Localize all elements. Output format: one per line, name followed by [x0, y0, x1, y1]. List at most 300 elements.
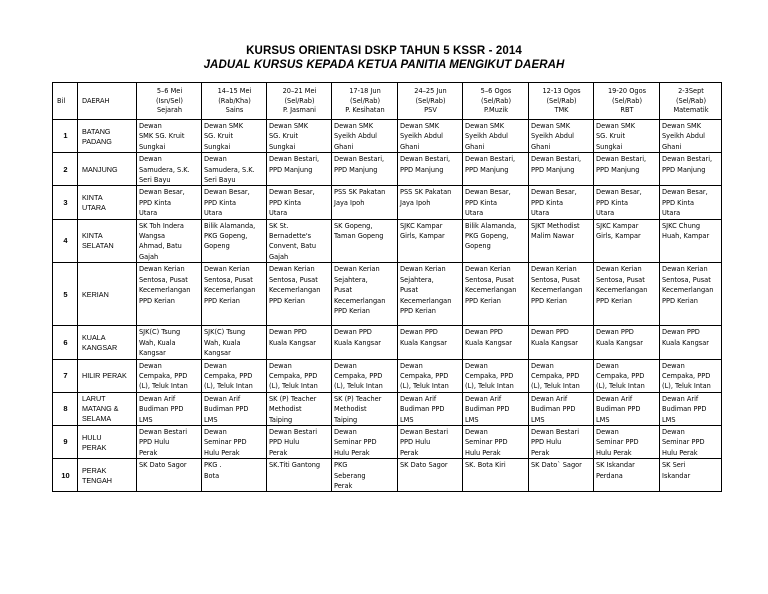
venue-line: Methodist — [334, 405, 367, 414]
venue-line: (L), Teluk Intan — [269, 382, 318, 391]
venue-cell — [463, 120, 529, 153]
venue-cell — [398, 425, 463, 458]
venue-line: SK Dato Sagor — [400, 461, 448, 470]
venue-line: Budiman PPD — [662, 405, 707, 414]
venue-cell — [202, 186, 267, 219]
venue-line: Kecemerlangan — [465, 286, 517, 295]
venue-line: (L), Teluk Intan — [662, 382, 711, 391]
venue-line: Cempaka, PPD — [400, 371, 449, 380]
venue-line: SK. Bota Kiri — [465, 461, 506, 470]
venue-line: LMS — [204, 415, 218, 424]
venue-line: Dewan Besar, — [269, 188, 315, 197]
venue-line: PSS SK Pakatan — [334, 188, 386, 197]
venue-line: Dewan — [465, 361, 488, 370]
table-row — [53, 392, 722, 425]
row-number: 1 — [53, 120, 78, 153]
venue-line: SK Dato` Sagor — [531, 461, 582, 470]
header-course-line: (Sel/Rab) — [349, 96, 381, 105]
venue-cell — [660, 392, 722, 425]
venue-line: Sungkai — [596, 142, 623, 151]
venue-line: Hulu Perak — [596, 448, 632, 457]
venue-cell — [660, 219, 722, 263]
venue-cell — [529, 359, 594, 392]
venue-line: SK Dato Sagor — [139, 461, 187, 470]
header-course-line: (Sel/Rab) — [546, 96, 577, 105]
venue-cell — [463, 392, 529, 425]
venue-cell — [202, 326, 267, 359]
venue-line: Dewan Arif — [531, 394, 568, 403]
venue-line: Perak — [269, 448, 288, 457]
venue-cell — [660, 425, 722, 458]
venue-cell — [463, 326, 529, 359]
district-line: PADANG — [82, 136, 112, 146]
venue-cell — [660, 263, 722, 326]
venue-line: PPD Kerian — [269, 296, 305, 305]
venue-cell — [202, 392, 267, 425]
venue-cell — [529, 326, 594, 359]
table-row — [53, 359, 722, 392]
header-course-line: 5–6 Ogos — [480, 87, 512, 96]
venue-line: Dewan Besar, — [465, 188, 511, 197]
venue-line: Iskandar — [662, 471, 691, 480]
row-number: 9 — [53, 425, 78, 458]
venue-cell — [137, 326, 202, 359]
venue-cell — [137, 120, 202, 153]
venue-line: Sentosa, Pusat — [204, 275, 253, 284]
venue-line: Dewan — [400, 361, 423, 370]
venue-line: Syeikh Abdul — [662, 132, 705, 141]
venue-cell — [267, 326, 332, 359]
venue-line: Bota — [204, 471, 220, 480]
venue-line: SMK SG. Kruit — [139, 132, 185, 141]
table-row — [53, 459, 722, 492]
venue-line: SK Toh Indera — [139, 221, 184, 230]
venue-cell — [332, 120, 398, 153]
district-line: LARUT — [82, 394, 106, 404]
header-course-line: P.Muzik — [483, 106, 509, 115]
venue-line: Kecemerlangan — [400, 296, 452, 305]
venue-line: Dewan — [139, 122, 162, 130]
venue-cell — [332, 186, 398, 219]
venue-line: Seminar PPD — [204, 438, 247, 447]
header-course-1 — [137, 83, 202, 120]
venue-line: Kuala Kangsar — [596, 338, 643, 347]
header-course-4 — [332, 83, 398, 120]
venue-line: Dewan — [204, 361, 227, 370]
venue-cell — [529, 120, 594, 153]
table-body — [53, 120, 722, 492]
venue-cell — [137, 263, 202, 326]
venue-cell — [202, 459, 267, 492]
venue-line: Hulu Perak — [204, 448, 240, 457]
venue-line: SJK(C) Tsung — [139, 328, 181, 337]
venue-line: Dewan Arif — [400, 394, 437, 403]
row-number: 6 — [53, 326, 78, 359]
venue-line: Kangsar — [139, 349, 166, 358]
venue-cell — [594, 359, 660, 392]
venue-line: Dewan Kerian — [204, 265, 250, 274]
district-name — [78, 186, 137, 219]
venue-line: SK Gopeng, — [334, 221, 373, 230]
venue-line: SJKC Kampar — [596, 221, 639, 230]
venue-line: PPD Kerian — [139, 296, 175, 305]
header-course-line: Sains — [225, 106, 244, 115]
venue-line: PPD Kerian — [596, 296, 632, 305]
venue-cell — [332, 219, 398, 263]
venue-cell — [137, 186, 202, 219]
district-line: TENGAH — [82, 475, 112, 485]
venue-line: Dewan SMK — [334, 122, 374, 130]
venue-line: Ghani — [465, 142, 485, 151]
venue-cell — [202, 153, 267, 186]
venue-cell — [137, 425, 202, 458]
venue-line: Kuala Kangsar — [334, 338, 381, 347]
venue-line: PPD Manjung — [400, 165, 444, 174]
venue-line: Budiman PPD — [139, 405, 184, 414]
venue-line: Dewan Arif — [596, 394, 633, 403]
venue-line: Dewan Bestari, — [269, 155, 320, 164]
venue-cell — [137, 153, 202, 186]
venue-line: Cempaka, PPD — [465, 371, 514, 380]
header-course-line: 5–6 Mei — [156, 87, 183, 96]
venue-line: LMS — [139, 415, 153, 424]
district-line: PERAK — [82, 442, 107, 452]
venue-cell — [202, 359, 267, 392]
header-course-8 — [594, 83, 660, 120]
venue-line: Dewan Bestari — [269, 427, 318, 436]
header-course-line: 2-3Sept — [678, 87, 704, 96]
venue-line: Dewan PPD — [334, 328, 372, 337]
venue-line: Cempaka, PPD — [662, 371, 711, 380]
venue-cell — [529, 459, 594, 492]
venue-cell — [594, 120, 660, 153]
venue-line: PPD Hulu — [139, 438, 170, 447]
row-number: 2 — [53, 153, 78, 186]
header-course-9 — [660, 83, 722, 120]
venue-line: SK (P) Teacher — [269, 394, 317, 403]
venue-cell — [398, 153, 463, 186]
venue-line: Utara — [204, 209, 223, 218]
venue-line: SK.Titi Gantong — [269, 461, 321, 470]
venue-line: Budiman PPD — [204, 405, 249, 414]
venue-line: LMS — [400, 415, 414, 424]
venue-line: PPD Hulu — [531, 438, 562, 447]
venue-line: Dewan Bestari — [139, 427, 188, 436]
header-course-line: (Sel/Rab) — [480, 96, 512, 105]
venue-line: SJKT Methodist — [531, 221, 580, 230]
venue-line: Dewan Bestari, — [662, 155, 713, 164]
venue-line: LMS — [531, 415, 545, 424]
venue-line: Kecemerlangan — [139, 286, 191, 295]
venue-line: Dewan Arif — [662, 394, 699, 403]
venue-line: (L), Teluk Intan — [465, 382, 514, 391]
venue-line: Syeikh Abdul — [334, 132, 377, 141]
venue-cell — [463, 359, 529, 392]
venue-cell — [137, 219, 202, 263]
venue-line: Dewan — [334, 361, 357, 370]
venue-line: Dewan — [596, 361, 619, 370]
venue-line: Dewan SMK — [531, 122, 571, 130]
venue-line: Jaya Ipoh — [400, 198, 431, 207]
venue-line: Cempaka, PPD — [204, 371, 253, 380]
venue-line: Perak — [334, 481, 353, 490]
venue-line: Kuala Kangsar — [531, 338, 578, 347]
venue-line: Kuala Kangsar — [400, 338, 447, 347]
header-course-line: 17-18 Jun — [349, 87, 381, 96]
district-line: PERAK — [82, 465, 107, 475]
venue-line: Syeikh Abdul — [465, 132, 508, 141]
district-name — [78, 459, 137, 492]
venue-line: PPD Kerian — [204, 296, 240, 305]
venue-cell — [137, 459, 202, 492]
header-course-line: (Isn/Sel) — [156, 96, 183, 105]
venue-line: Dewan — [139, 361, 162, 370]
venue-line: Budiman PPD — [596, 405, 641, 414]
header-course-line: (Rab/Kha) — [218, 96, 251, 105]
venue-cell — [463, 263, 529, 326]
venue-cell — [332, 153, 398, 186]
venue-line: Cempaka, PPD — [139, 371, 188, 380]
venue-cell — [267, 359, 332, 392]
venue-line: PKG Gopeng, — [204, 232, 248, 241]
venue-cell — [529, 219, 594, 263]
header-course-line: 12-13 Ogos — [542, 87, 581, 96]
venue-line: Jaya Ipoh — [334, 198, 365, 207]
venue-line: PPD Kinta — [662, 198, 695, 207]
venue-cell — [529, 392, 594, 425]
venue-line: PPD Kerian — [465, 296, 501, 305]
header-daerah: DAERAH — [78, 83, 137, 120]
venue-line: Ahmad, Batu — [139, 242, 182, 251]
table-row — [53, 186, 722, 219]
venue-line: Dewan — [662, 427, 685, 436]
district-line: KINTA — [82, 231, 103, 241]
venue-line: Sejahtera, — [400, 275, 434, 284]
venue-line: PPD Kinta — [596, 198, 629, 207]
venue-line: Sungkai — [269, 142, 296, 151]
district-line: KINTA — [82, 193, 103, 203]
venue-line: Dewan SMK — [400, 122, 440, 130]
table-row — [53, 120, 722, 153]
venue-line: Dewan PPD — [400, 328, 438, 337]
venue-cell — [463, 153, 529, 186]
header-course-line: (Sel/Rab) — [611, 96, 643, 105]
venue-line: Sentosa, Pusat — [269, 275, 318, 284]
venue-cell — [332, 263, 398, 326]
venue-line: LMS — [662, 415, 676, 424]
venue-line: Dewan — [269, 361, 292, 370]
venue-cell — [398, 392, 463, 425]
venue-cell — [267, 263, 332, 326]
header-course-line: PSV — [424, 106, 437, 115]
venue-line: Sentosa, Pusat — [662, 275, 711, 284]
document-subtitle: JADUAL KURSUS KEPADA KETUA PANITIA MENGIKUT DAERAH — [203, 59, 565, 71]
venue-line: Girls, Kampar — [400, 232, 445, 241]
venue-line: Dewan Kerian — [596, 265, 642, 274]
venue-line: Ghani — [400, 142, 420, 151]
venue-cell — [594, 392, 660, 425]
venue-line: Dewan Kerian — [269, 265, 315, 274]
venue-line: Dewan — [531, 361, 554, 370]
venue-line: Dewan Arif — [465, 394, 502, 403]
venue-line: PPD Manjung — [269, 165, 313, 174]
venue-line: Kecemerlangan — [204, 286, 256, 295]
venue-cell — [332, 392, 398, 425]
venue-line: (L), Teluk Intan — [531, 382, 580, 391]
venue-cell — [529, 425, 594, 458]
venue-line: Dewan Bestari, — [400, 155, 451, 164]
venue-line: Dewan — [596, 427, 619, 436]
venue-line: Dewan Besar, — [662, 188, 708, 197]
venue-cell — [463, 459, 529, 492]
venue-cell — [267, 186, 332, 219]
venue-cell — [267, 219, 332, 263]
venue-cell — [137, 359, 202, 392]
venue-cell — [594, 425, 660, 458]
venue-line: Dewan Besar, — [139, 188, 185, 197]
district-name — [78, 153, 137, 186]
venue-line: Dewan PPD — [662, 328, 700, 337]
venue-line: Budiman PPD — [400, 405, 445, 414]
venue-cell — [332, 326, 398, 359]
venue-line: Dewan Besar, — [596, 188, 642, 197]
row-number: 4 — [53, 219, 78, 263]
venue-line: SK St. — [269, 221, 289, 230]
venue-line: Dewan — [139, 155, 162, 164]
header-bil: Bil — [53, 83, 78, 120]
header-course-5 — [398, 83, 463, 120]
venue-line: PPD Manjung — [662, 165, 706, 174]
venue-line: Samudera, S.K. — [139, 165, 190, 174]
district-line: HILIR PERAK — [82, 371, 127, 381]
venue-line: Dewan Kerian — [334, 265, 380, 274]
table-row — [53, 219, 722, 263]
venue-line: SJKC Kampar — [400, 221, 443, 230]
venue-line: Gajah — [139, 252, 159, 261]
venue-line: PPD Kinta — [204, 198, 237, 207]
venue-cell — [398, 120, 463, 153]
venue-line: Sentosa, Pusat — [465, 275, 514, 284]
venue-line: Dewan Kerian — [139, 265, 185, 274]
venue-cell — [332, 459, 398, 492]
venue-cell — [660, 186, 722, 219]
district-name — [78, 359, 137, 392]
venue-line: Taiping — [334, 415, 358, 424]
venue-line: SJKC Chung — [662, 221, 701, 230]
venue-cell — [332, 425, 398, 458]
header-course-line: P. Kesihatan — [345, 106, 385, 115]
venue-line: PPD Manjung — [596, 165, 640, 174]
venue-line: Dewan PPD — [269, 328, 307, 337]
venue-cell — [332, 359, 398, 392]
venue-line: Sentosa, Pusat — [596, 275, 645, 284]
district-name — [78, 120, 137, 153]
venue-line: LMS — [596, 415, 610, 424]
venue-line: Kecemerlangan — [662, 286, 714, 295]
venue-line: Kecemerlangan — [269, 286, 321, 295]
district-name — [78, 326, 137, 359]
header-course-3 — [267, 83, 332, 120]
venue-cell — [267, 392, 332, 425]
venue-line: SK (P) Teacher — [334, 394, 382, 403]
venue-cell — [660, 326, 722, 359]
venue-cell — [529, 263, 594, 326]
venue-line: Seri Bayu — [139, 176, 171, 185]
header-course-line: 14–15 Mei — [217, 87, 252, 96]
venue-cell — [660, 120, 722, 153]
venue-cell — [594, 219, 660, 263]
venue-line: Gopeng — [465, 242, 491, 251]
venue-line: Dewan Bestari, — [334, 155, 385, 164]
venue-line: PKG . — [204, 461, 222, 470]
district-name — [78, 392, 137, 425]
venue-cell — [463, 425, 529, 458]
venue-line: Pusat — [334, 286, 353, 295]
header-course-2 — [202, 83, 267, 120]
venue-line: Taiping — [269, 415, 293, 424]
venue-cell — [463, 219, 529, 263]
venue-line: Perak — [400, 448, 419, 457]
venue-line: Dewan Bestari — [400, 427, 449, 436]
header-course-line: Sejarah — [156, 106, 183, 115]
venue-line: (L), Teluk Intan — [204, 382, 253, 391]
venue-line: (L), Teluk Intan — [596, 382, 645, 391]
venue-line: Perdana — [596, 471, 623, 480]
venue-line: Syeikh Abdul — [400, 132, 443, 141]
district-line: BATANG — [82, 126, 111, 136]
district-line: SELATAN — [82, 241, 114, 251]
venue-line: PPD Kerian — [531, 296, 567, 305]
venue-line: Pusat — [400, 286, 419, 295]
venue-cell — [529, 153, 594, 186]
venue-line: Perak — [139, 448, 158, 457]
venue-line: Malim Nawar — [531, 232, 575, 241]
venue-line: Dewan Kerian — [400, 265, 446, 274]
venue-line: Dewan Bestari, — [596, 155, 647, 164]
venue-line: SG. Kruit — [204, 132, 234, 141]
venue-line: Samudera, S.K. — [204, 165, 255, 174]
venue-line: Dewan Kerian — [531, 265, 577, 274]
venue-line: Kecemerlangan — [596, 286, 648, 295]
header-course-line: RBT — [620, 106, 634, 115]
venue-cell — [398, 459, 463, 492]
district-line: KUALA — [82, 332, 106, 342]
venue-line: Dewan Bestari, — [465, 155, 516, 164]
venue-line: Kuala Kangsar — [465, 338, 512, 347]
venue-line: Kuala Kangsar — [269, 338, 316, 347]
venue-cell — [398, 186, 463, 219]
table-row — [53, 326, 722, 359]
venue-line: Gopeng — [204, 242, 230, 251]
venue-line: Dewan PPD — [531, 328, 569, 337]
venue-line: Bernadette's — [269, 232, 312, 241]
table-row — [53, 263, 722, 326]
venue-line: Sungkai — [204, 142, 231, 151]
schedule-table — [52, 82, 722, 492]
venue-line: Dewan Besar, — [531, 188, 577, 197]
venue-line: PPD Manjung — [334, 165, 378, 174]
district-line: UTARA — [82, 203, 106, 213]
venue-cell — [660, 459, 722, 492]
venue-cell — [267, 425, 332, 458]
venue-line: Dewan Bestari — [531, 427, 580, 436]
venue-cell — [660, 153, 722, 186]
header-course-line: P. Jasmani — [282, 106, 317, 115]
venue-line: PSS SK Pakatan — [400, 188, 452, 197]
district-line: SELAMA — [82, 414, 112, 424]
venue-line: Seminar PPD — [334, 438, 377, 447]
venue-line: Dewan Kerian — [465, 265, 511, 274]
